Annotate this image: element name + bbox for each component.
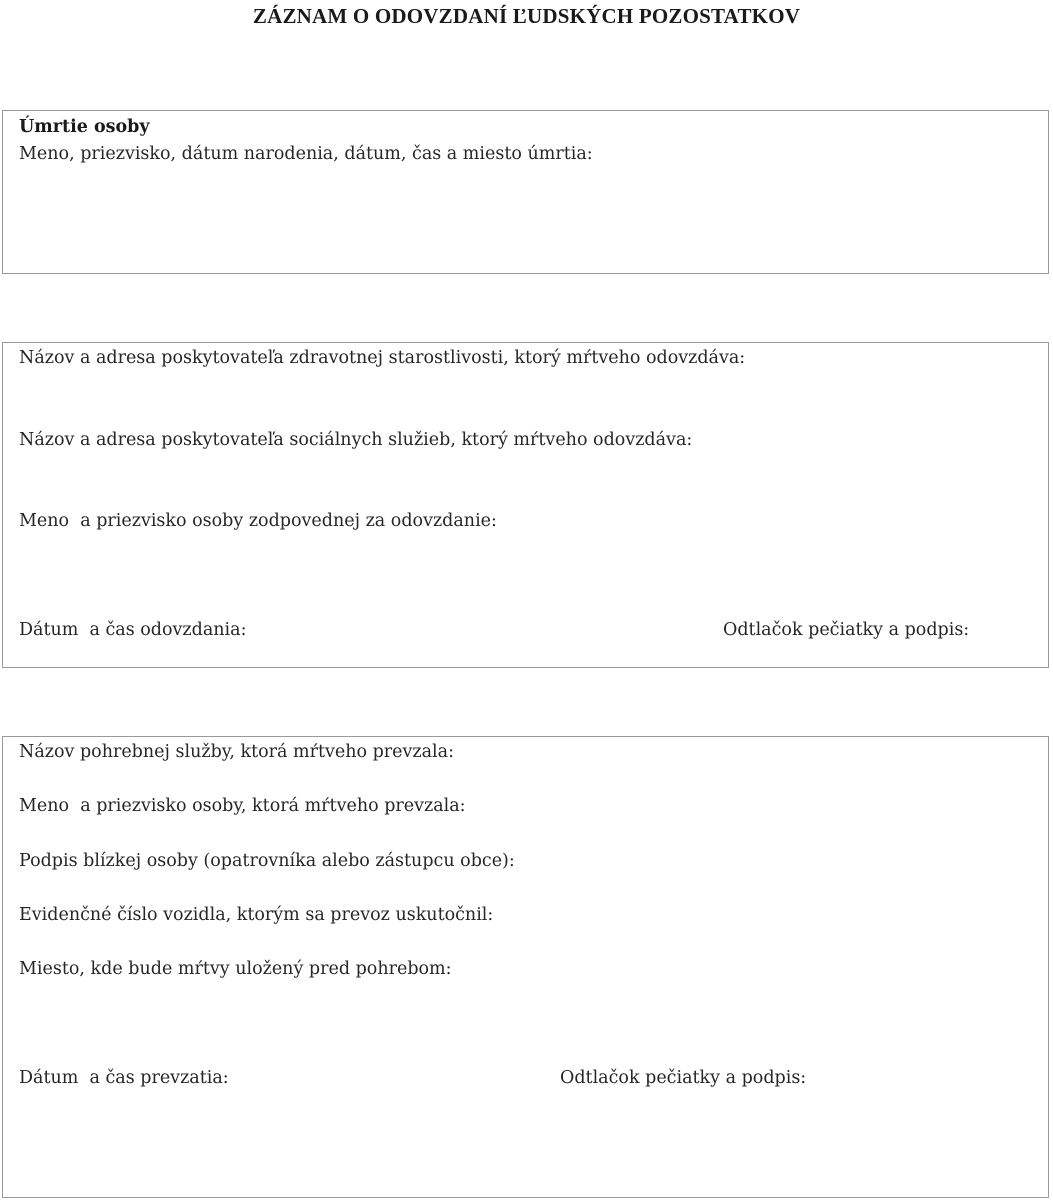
handover-stamp-signature-label: Odtlačok pečiatky a podpis: bbox=[723, 620, 970, 640]
receiving-person-label: Meno a priezvisko osoby, ktorá mŕtveho prevzala: bbox=[19, 796, 466, 816]
relative-signature-label: Podpis blízkej osoby (opatrovníka alebo zástupcu obce): bbox=[19, 851, 515, 871]
takeover-date-time-label: Dátum a čas prevzatia: bbox=[19, 1068, 229, 1088]
death-details-label: Meno, priezvisko, dátum narodenia, dátum, čas a miesto úmrtia: bbox=[19, 144, 593, 164]
funeral-service-label: Názov pohrebnej služby, ktorá mŕtveho prevzala: bbox=[19, 742, 454, 762]
takeover-section bbox=[2, 736, 1049, 1198]
responsible-person-label: Meno a priezvisko osoby zodpovednej za odovzdanie: bbox=[19, 511, 497, 531]
handover-date-time-label: Dátum a čas odovzdania: bbox=[19, 620, 247, 640]
storage-place-label: Miesto, kde bude mŕtvy uložený pred pohrebom: bbox=[19, 959, 452, 979]
death-section-heading: Úmrtie osoby bbox=[19, 117, 150, 137]
takeover-stamp-signature-label: Odtlačok pečiatky a podpis: bbox=[560, 1068, 807, 1088]
handover-section bbox=[2, 342, 1049, 668]
social-services-provider-label: Názov a adresa poskytovateľa sociálnych služieb, ktorý mŕtveho odovzdáva: bbox=[19, 430, 693, 450]
document-title: ZÁZNAM O ODOVZDANÍ ĽUDSKÝCH POZOSTATKOV bbox=[252, 4, 801, 28]
death-section bbox=[2, 110, 1049, 274]
healthcare-provider-label: Názov a adresa poskytovateľa zdravotnej starostlivosti, ktorý mŕtveho odovzdáva: bbox=[19, 348, 746, 368]
vehicle-number-label: Evidenčné číslo vozidla, ktorým sa prevoz uskutočnil: bbox=[19, 905, 494, 925]
